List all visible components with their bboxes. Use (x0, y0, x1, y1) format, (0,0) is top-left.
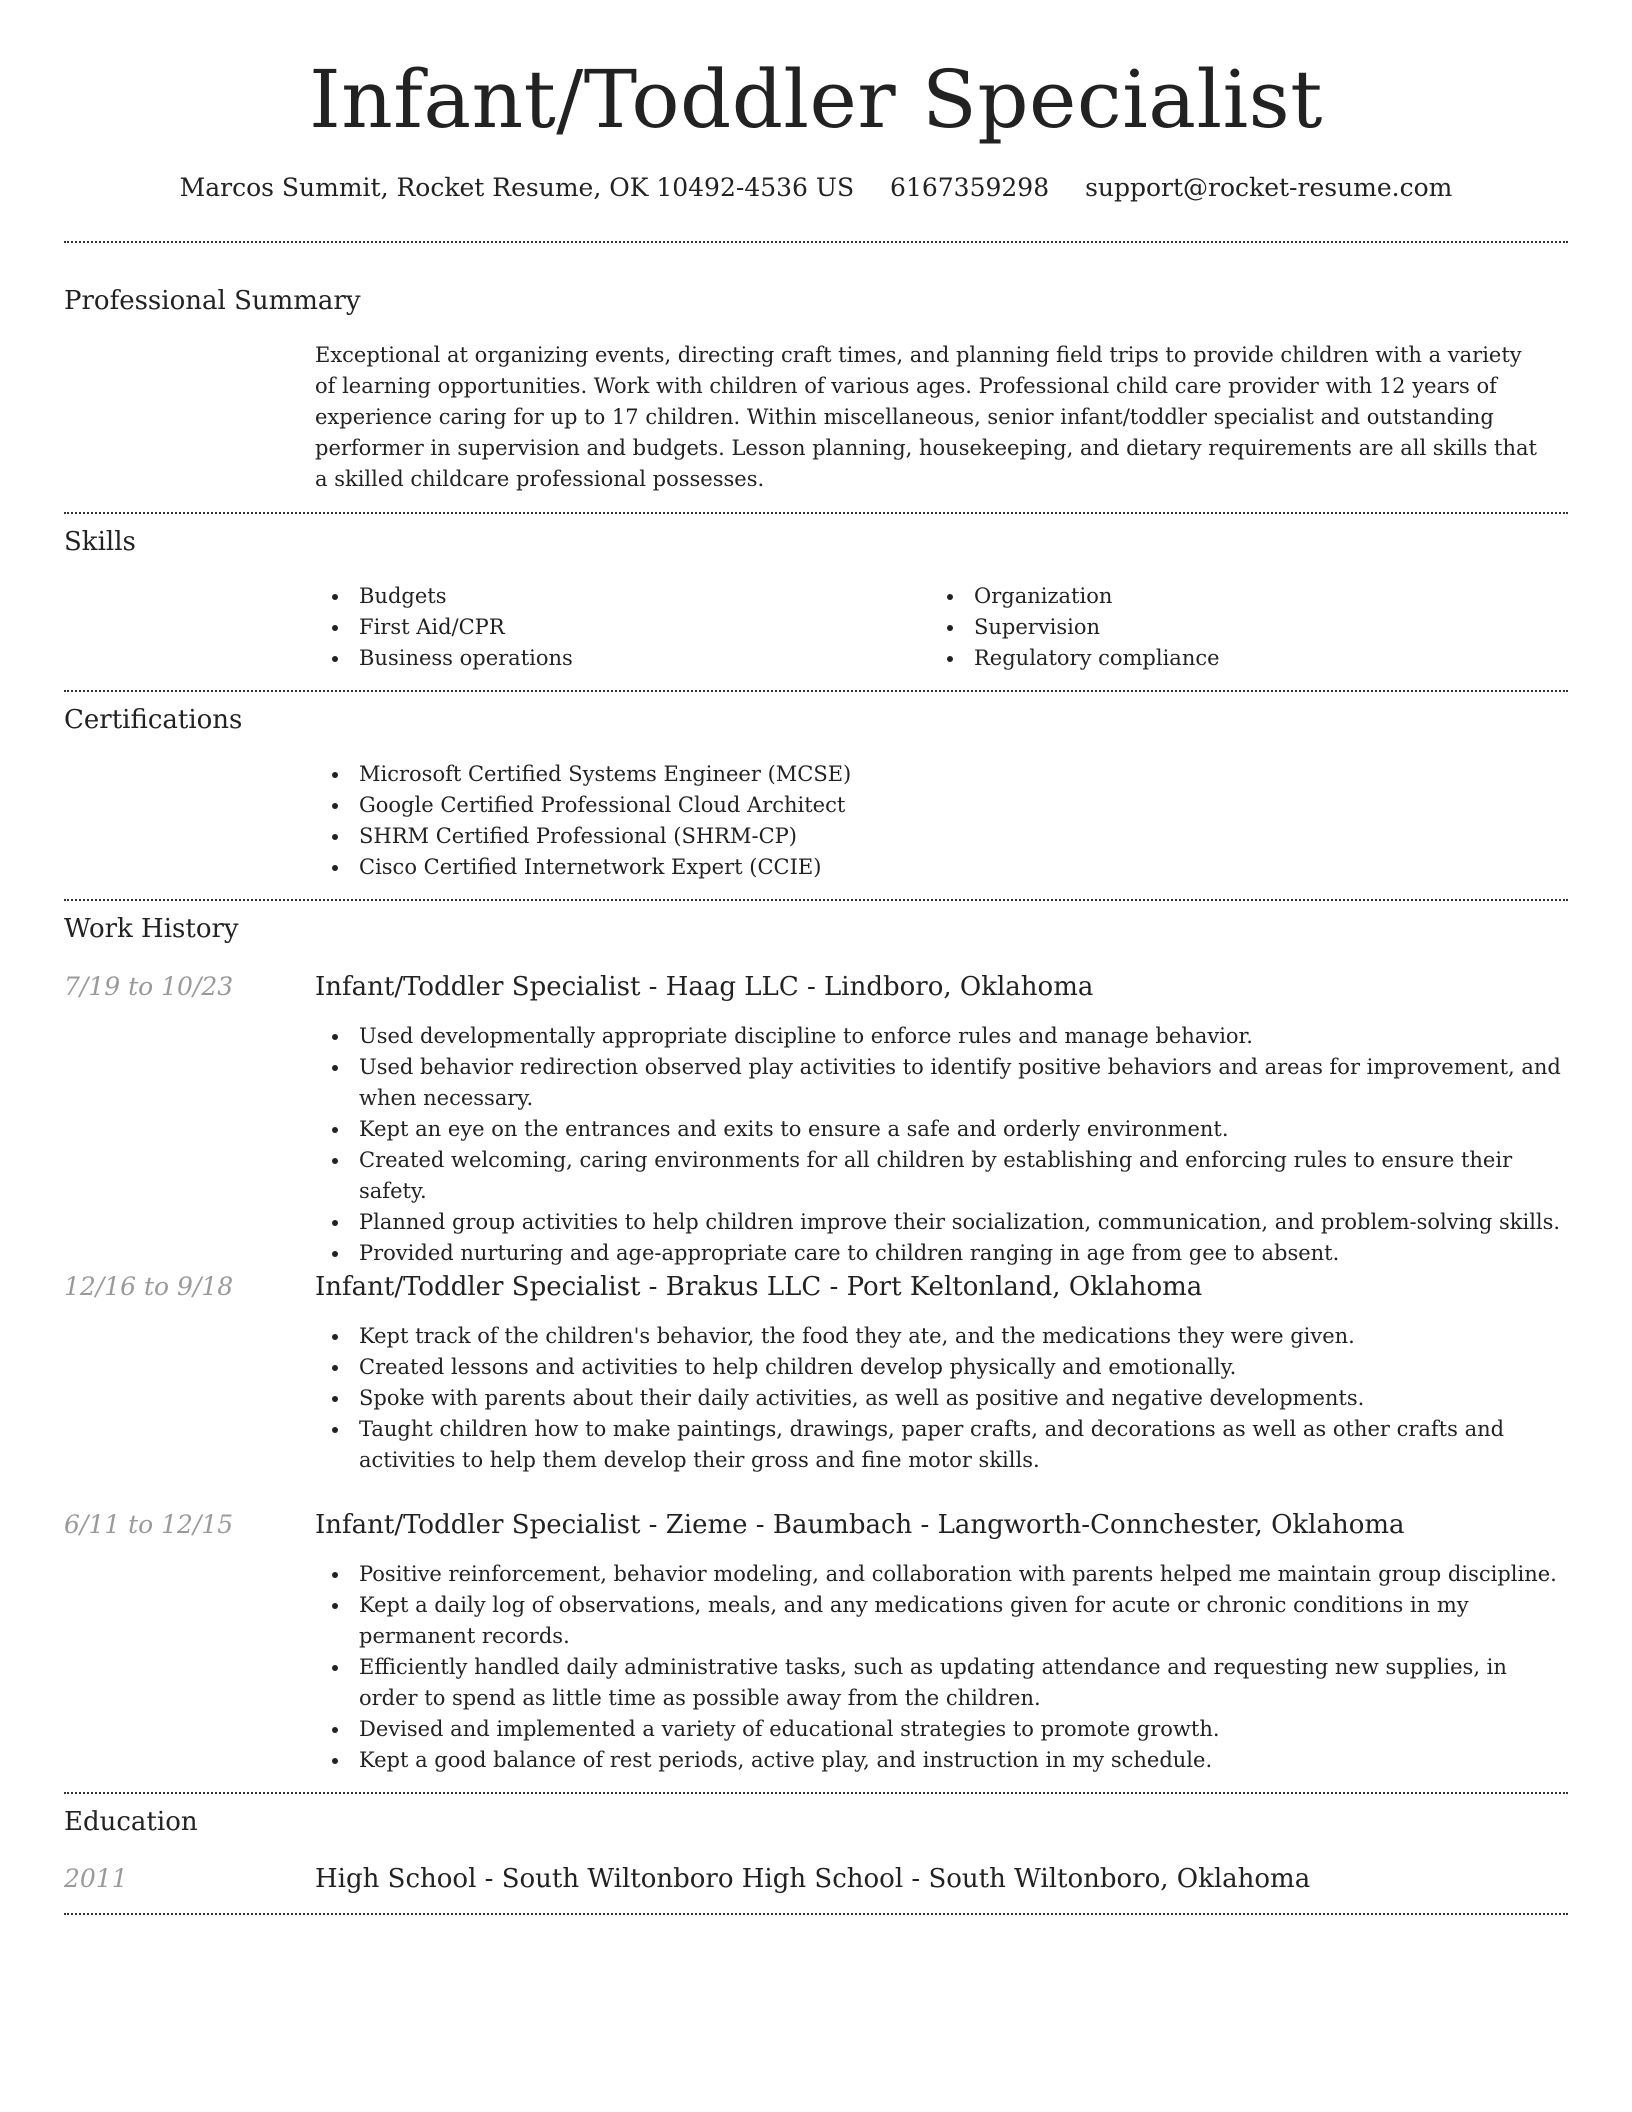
divider (64, 1913, 1568, 1915)
job-bullet: Spoke with parents about their daily activities, as well as positive and negative developments. (315, 1383, 1568, 1414)
job-bullets (315, 1021, 1568, 1269)
divider (64, 1792, 1568, 1794)
job-dates: 6/11 to 12/15 (64, 1510, 234, 1539)
job-title: Infant/Toddler Specialist - Brakus LLC - Port Keltonland, Oklahoma (315, 1272, 1203, 1302)
job-bullet: Taught children how to make paintings, drawings, paper crafts, and decorations as well as other crafts and activities to help them develop their gross and fine motor skills. (315, 1414, 1568, 1476)
divider (64, 512, 1568, 514)
divider (64, 899, 1568, 901)
job-bullet: Kept track of the children's behavior, the food they ate, and the medications they were given. (315, 1321, 1568, 1352)
job-bullet: Created welcoming, caring environments for all children by establishing and enforcing rules to ensure their safety. (315, 1145, 1568, 1207)
job-bullet: Used behavior redirection observed play activities to identify positive behaviors and areas for improvement, and when necessary. (315, 1052, 1568, 1114)
resume-title: Infant/Toddler Specialist (309, 53, 1323, 146)
certifications-list (315, 759, 1515, 883)
job-title: Infant/Toddler Specialist - Zieme - Baumbach - Langworth-Connchester, Oklahoma (315, 1510, 1405, 1540)
contact-phone: 6167359298 (890, 173, 1050, 202)
job-bullet: Efficiently handled daily administrative tasks, such as updating attendance and requesting new supplies, in order to spend as little time as possible away from the children. (315, 1652, 1568, 1714)
education-entry: High School - South Wiltonboro High School - South Wiltonboro, Oklahoma (315, 1864, 1311, 1894)
contact-address: Marcos Summit, Rocket Resume, OK 10492-4536 US (179, 173, 855, 202)
certification-item: Google Certified Professional Cloud Architect (315, 790, 1515, 821)
education-year: 2011 (64, 1864, 128, 1893)
job-bullet: Provided nurturing and age-appropriate care to children ranging in age from gee to absent. (315, 1238, 1568, 1269)
section-heading-summary: Professional Summary (64, 286, 361, 316)
skills-list-right (930, 581, 1530, 674)
job-title: Infant/Toddler Specialist - Haag LLC - Lindboro, Oklahoma (315, 972, 1094, 1002)
job-dates: 7/19 to 10/23 (64, 972, 234, 1001)
job-bullet: Used developmentally appropriate discipline to enforce rules and manage behavior. (315, 1021, 1568, 1052)
job-bullet: Kept an eye on the entrances and exits to ensure a safe and orderly environment. (315, 1114, 1568, 1145)
certification-item: Microsoft Certified Systems Engineer (MCSE) (315, 759, 1515, 790)
job-bullet: Devised and implemented a variety of educational strategies to promote growth. (315, 1714, 1568, 1745)
job-bullet: Kept a good balance of rest periods, active play, and instruction in my schedule. (315, 1745, 1568, 1776)
skill-item: Business operations (315, 643, 915, 674)
job-bullet: Created lessons and activities to help children develop physically and emotionally. (315, 1352, 1568, 1383)
job-bullet: Positive reinforcement, behavior modeling, and collaboration with parents helped me maintain group discipline. (315, 1559, 1568, 1590)
certification-item: Cisco Certified Internetwork Expert (CCIE) (315, 852, 1515, 883)
contact-line (0, 170, 1632, 206)
skill-item: Organization (930, 581, 1530, 612)
section-heading-certifications: Certifications (64, 705, 243, 735)
skill-item: Budgets (315, 581, 915, 612)
contact-email: support@rocket-resume.com (1085, 173, 1453, 202)
certification-item: SHRM Certified Professional (SHRM-CP) (315, 821, 1515, 852)
job-bullets (315, 1321, 1568, 1476)
section-heading-skills: Skills (64, 527, 136, 557)
skill-item: First Aid/CPR (315, 612, 915, 643)
job-bullets (315, 1559, 1568, 1776)
divider (64, 690, 1568, 692)
summary-text: Exceptional at organizing events, directing craft times, and planning field trips to provide children with a variety of learning opportunities. Work with children of various ages. Professional child care provider with 12 years of experience caring for up to 17 children. Within miscellaneous, senior infant/toddler specialist and outstanding performer in supervision and budgets. Lesson planning, housekeeping, and dietary requirements are all skills that a skilled childcare professional possesses. (315, 343, 1537, 491)
job-bullet: Planned group activities to help children improve their socialization, communication, and problem-solving skills. (315, 1207, 1568, 1238)
skills-list-left (315, 581, 915, 674)
skill-item: Supervision (930, 612, 1530, 643)
job-bullet: Kept a daily log of observations, meals, and any medications given for acute or chronic conditions in my permanent records. (315, 1590, 1568, 1652)
divider (64, 241, 1568, 243)
section-heading-education: Education (64, 1807, 198, 1837)
job-dates: 12/16 to 9/18 (64, 1272, 234, 1301)
skill-item: Regulatory compliance (930, 643, 1530, 674)
section-heading-work-history: Work History (64, 914, 239, 944)
